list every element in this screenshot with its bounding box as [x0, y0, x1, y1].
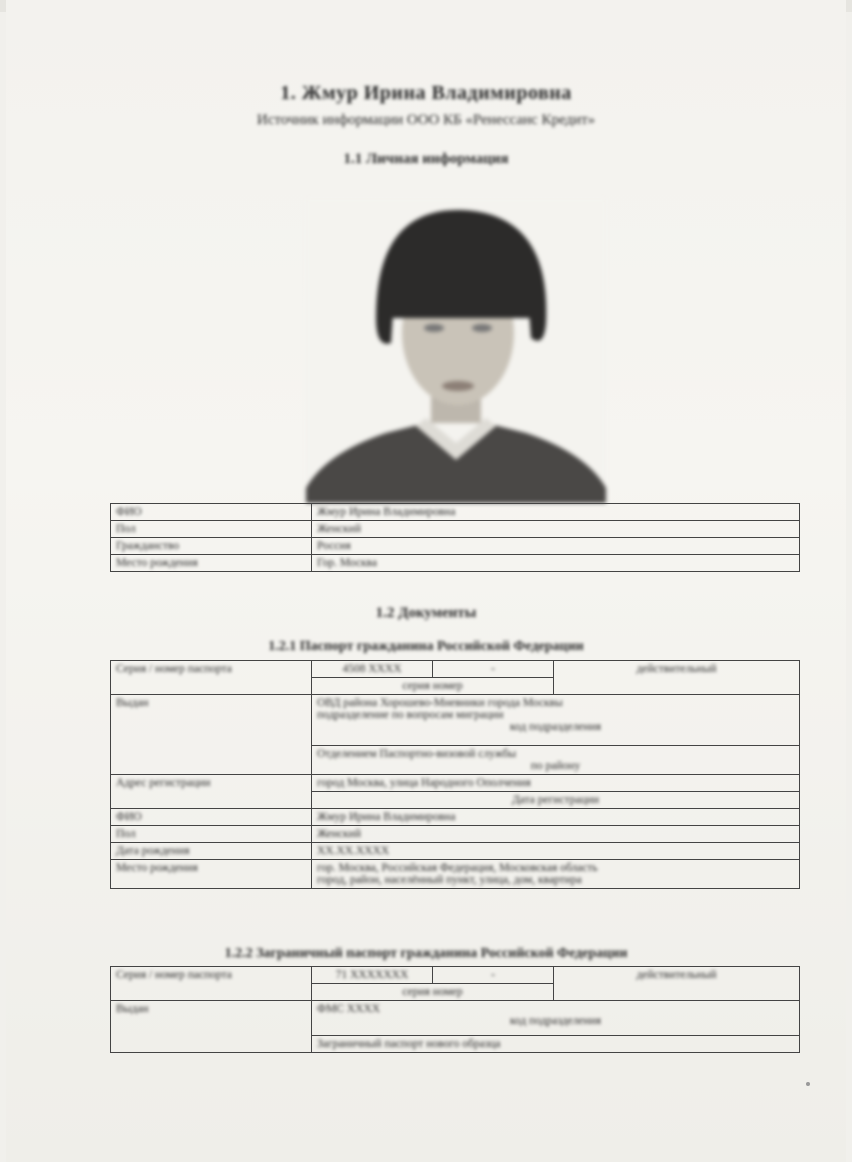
issued-line-1: ОВД района Хорошево-Мневники города Москвы — [317, 697, 563, 709]
table-row — [111, 809, 800, 826]
issued-line-2: подразделение по вопросам миграции — [317, 709, 504, 721]
section-1-2-1-heading: 1.2.1 Паспорт гражданина Российской Федерации — [268, 639, 584, 654]
row-value: Гор. Москва — [317, 557, 377, 569]
table-row — [111, 967, 800, 984]
issued-label: Выдан — [116, 697, 149, 709]
birthplace-label: Место рождения — [116, 862, 198, 874]
series-dash: - — [491, 969, 495, 981]
birthplace-line-2: город, район, населённый пункт, улица, дом, квартира — [317, 874, 582, 886]
row-label: Пол — [116, 828, 136, 840]
table-row — [111, 843, 800, 860]
passport-table — [110, 660, 800, 889]
issued-line-5: по району — [530, 760, 581, 772]
row-label: Место рождения — [116, 557, 198, 569]
issued-line-2: код подразделения — [509, 1015, 602, 1027]
issued-line-4: Отделением Паспортно-визовой службы — [317, 748, 517, 760]
issued-line-3: Заграничный паспорт нового образца — [317, 1038, 501, 1050]
series-value: 4508 XXXX — [342, 663, 402, 675]
table-row — [111, 775, 800, 792]
row-value: Жмур Ирина Владимировна — [317, 811, 456, 823]
table-row — [111, 695, 800, 746]
issued-line-3: код подразделения — [509, 721, 602, 733]
reg-line-2: Дата регистрации — [511, 794, 600, 806]
table-row — [111, 661, 800, 678]
series-status: действительный — [636, 969, 717, 981]
series-value: 71 XXXXXXX — [335, 969, 409, 981]
personal-info-table — [110, 503, 800, 572]
row-value: Женский — [317, 523, 361, 535]
reg-label: Адрес регистрации — [116, 777, 211, 789]
table-row — [111, 504, 800, 521]
table-row — [111, 826, 800, 843]
row-label: Пол — [116, 523, 136, 535]
row-label: Гражданство — [116, 540, 180, 552]
birthplace-line-1: гор. Москва, Российская Федерация, Московская область — [317, 862, 598, 874]
series-label: Серия / номер паспорта — [116, 969, 232, 981]
document-subtitle: Источник информации ООО КБ «Ренессанс Кредит» — [256, 112, 596, 128]
reg-line-1: город Москва, улица Народного Ополчения — [317, 777, 531, 789]
table-row — [111, 1001, 800, 1036]
table-row — [111, 538, 800, 555]
series-sub: серия номер — [402, 986, 463, 998]
document-title: 1. Жмур Ирина Владимировна — [280, 82, 572, 104]
series-sub: серия номер — [402, 680, 463, 692]
section-1-2-2-heading: 1.2.2 Заграничный паспорт гражданина Российской Федерации — [224, 946, 628, 961]
series-label: Серия / номер паспорта — [116, 663, 232, 675]
row-label: Дата рождения — [116, 845, 190, 857]
row-value: Женский — [317, 828, 361, 840]
row-value: Жмур Ирина Владимировна — [317, 506, 456, 518]
table-row — [111, 860, 800, 889]
row-label: ФИО — [116, 811, 142, 823]
paper-speck — [806, 1082, 810, 1086]
table-row — [111, 555, 800, 572]
series-status: действительный — [636, 663, 717, 675]
foreign-passport-table — [110, 966, 800, 1053]
section-1-2-heading: 1.2 Документы — [375, 605, 477, 621]
row-value: XX.XX.XXXX — [317, 845, 390, 857]
table-row — [111, 521, 800, 538]
issued-line-1: ФМС XXXX — [317, 1003, 381, 1015]
row-label: ФИО — [116, 506, 142, 518]
issued-label: Выдан — [116, 1003, 149, 1015]
section-1-1-heading: 1.1 Личная информация — [343, 151, 509, 167]
series-dash: - — [491, 663, 495, 675]
person-photo — [306, 198, 606, 503]
row-value: Россия — [317, 540, 351, 552]
